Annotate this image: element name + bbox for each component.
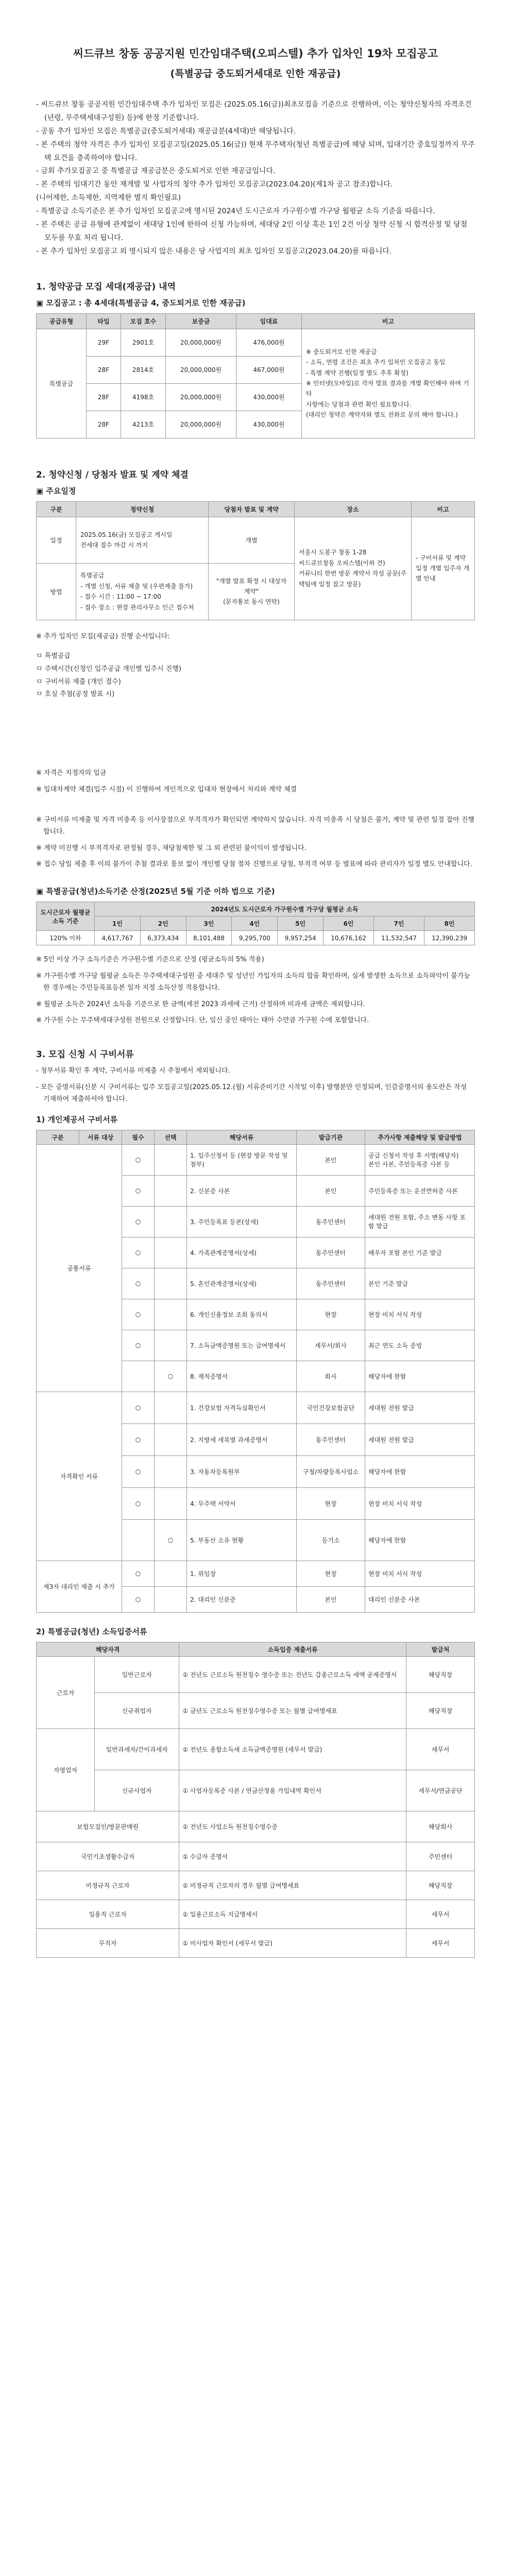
table-cell: 세무서/연금공단	[406, 1770, 475, 1811]
intro-line: (니어제한, 소득제한, 지역제한 별지 확인필요)	[36, 194, 181, 202]
table-header: 타입	[87, 313, 121, 329]
table-cell: 공급 신청서 작성 후 서명(해당자) 본인 사본, 주민등록증 사본 등	[365, 1144, 475, 1175]
table-cell: 8,101,488	[186, 931, 232, 945]
table-cell: 신규취업자	[95, 1692, 179, 1728]
table-header: 8인	[424, 917, 475, 931]
table-header: 발급기관	[297, 1130, 365, 1144]
table-cell: 회사	[297, 1361, 365, 1392]
table-header: 비고	[302, 313, 475, 329]
table-header: 5인	[278, 917, 323, 931]
table-cell: 개별	[209, 517, 295, 563]
table-cell: 2. 대리인 신분증	[187, 1586, 297, 1612]
table-cell: 해당직장	[406, 1656, 475, 1692]
table-cell: 배우자 포함 본인 기준 발급	[365, 1237, 475, 1268]
remark-line: ※ 중도퇴거로 인한 재공급	[306, 348, 377, 355]
table-cell: 120% 이하	[37, 931, 95, 945]
table-header: 서류 대상	[79, 1130, 122, 1144]
table-cell: 1. 위임장	[187, 1561, 297, 1586]
table-cell: 해당직장	[406, 1871, 475, 1900]
list-item: ㅁ 구비서류 제출 (개인 접수)	[36, 677, 121, 686]
table-row	[37, 1871, 475, 1900]
table-cell: 7. 소득금액증명원 또는 급여명세서	[187, 1330, 297, 1361]
table-cell: "개별 발표 확정 시 대상자 계약" (문자통보 동시 연락)	[209, 563, 295, 620]
intro-line: - 본 주택의 임대기간 동안 재개발 및 사업자의 청약 추가 입차인 모집공고(2023.04.20)(제1차 공고 참조)합니다.	[36, 180, 393, 189]
table-row	[37, 1144, 475, 1175]
table-cell: 일용직 근로자	[37, 1900, 179, 1928]
table-cell: 세무서	[406, 1900, 475, 1928]
table-cell: 28F	[87, 411, 121, 438]
table-header: 비고	[412, 501, 475, 517]
table-cell	[155, 1455, 187, 1487]
table-cell: 현장 비치 서식 작성	[365, 1487, 475, 1519]
intro-line: - 금회 추가모집공고 중 특별공급 재공급분은 중도퇴거로 인한 재공급입니다.	[36, 167, 276, 176]
table-cell: ○	[122, 1299, 155, 1330]
page-title: 씨드큐브 창동 공공지원 민간임대주택(오피스텔) 추가 입차인 19차 모집공고	[73, 47, 438, 60]
table-cell: 467,000원	[236, 356, 302, 383]
section-subtitle-2: ▣ 주요일정	[36, 486, 76, 496]
table-header-row	[37, 1130, 475, 1144]
table-cell: 해당회사	[406, 1811, 475, 1842]
schedule-table	[36, 501, 475, 620]
table-cell	[155, 1561, 187, 1586]
table-cell: 방법	[37, 563, 76, 620]
table-cell: ① 수급자 증명서	[179, 1842, 406, 1871]
table-cell: ○	[122, 1586, 155, 1612]
table-cell: 5. 혼인관계증명서(상세)	[187, 1268, 297, 1299]
table-cell: 구청/차량등록사업소	[297, 1455, 365, 1487]
table-cell: ① 전년도 근로소득 원천징수 영수증 또는 전년도 갑종근로소득 세액 공제증명서	[179, 1656, 406, 1692]
table-cell: 20,000,000원	[166, 383, 236, 411]
supply-type-cell: 특별공급	[37, 329, 87, 438]
note-line: ※ 계약 미진행 시 부적격자로 판정될 경우, 재당첨제한 및 그 외 관련된 불이익이 발생됩니다.	[36, 844, 306, 852]
table-cell: 동주민센터	[297, 1423, 365, 1455]
table-cell: 국민건강보험공단	[297, 1392, 365, 1423]
table-cell: 4. 무주택 서약서	[187, 1487, 297, 1519]
table-header: 2024년도 도시근로자 가구원수별 가구당 월평균 소득	[95, 902, 475, 917]
table-cell: 최근 연도 소득 증빙	[365, 1330, 475, 1361]
group-label: 자격확인 서류	[37, 1392, 122, 1561]
remark-line: 사항에는 당첨과 관련 확인 필요합니다.	[306, 400, 412, 408]
table-cell: 해당자에 한함	[365, 1519, 475, 1561]
section-title-1: 1. 청약공급 모집 세대(재공급) 내역	[36, 281, 176, 292]
note-line: ※ 자격은 지정자의 입금	[36, 769, 107, 777]
table-cell: 3. 자동차등록원부	[187, 1455, 297, 1487]
table-row	[37, 1728, 475, 1770]
table-cell: 3. 주민등록표 등본(상세)	[187, 1206, 297, 1237]
table-cell: 주민센터	[406, 1842, 475, 1871]
table-header: 1인	[95, 917, 141, 931]
table-cell: 6. 개인신용정보 조회 동의서	[187, 1299, 297, 1330]
table-cell: 본인 기준 발급	[365, 1268, 475, 1299]
table-cell	[155, 1392, 187, 1423]
table-cell: 국민기초생활수급자	[37, 1842, 179, 1871]
income-docs-table	[36, 1642, 475, 1958]
table-cell: ○	[122, 1330, 155, 1361]
table-cell: 현장 비치 서식 작성	[365, 1561, 475, 1586]
table-cell: 9,957,254	[278, 931, 323, 945]
table-cell: ① 사업자등록증 사본 / 연금산정용 가입내역 확인서	[179, 1770, 406, 1811]
table-cell: 동주민센터	[297, 1268, 365, 1299]
table-cell: 해당자에 한함	[365, 1455, 475, 1487]
table-cell: 430,000원	[236, 411, 302, 438]
table-header: 구분	[37, 1130, 79, 1144]
group-label: 근로자	[37, 1656, 95, 1728]
table-cell	[155, 1487, 187, 1519]
procedure-list	[36, 631, 475, 701]
table-cell	[155, 1423, 187, 1455]
table-cell: 8. 재직증명서	[187, 1361, 297, 1392]
table-cell: 28F	[87, 356, 121, 383]
table-cell: ○	[122, 1237, 155, 1268]
table-cell: ○	[155, 1519, 187, 1561]
table-cell	[155, 1206, 187, 1237]
table-cell: ○	[122, 1392, 155, 1423]
table-cell: 11,532,547	[374, 931, 424, 945]
remark-line: - 소득, 연령 조건은 최초 추가 입차인 모집공고 동일	[306, 359, 446, 366]
documents-table	[36, 1130, 475, 1613]
table-cell: 5. 부동산 소유 현황	[187, 1519, 297, 1561]
table-cell: ○	[122, 1487, 155, 1519]
intro-section	[36, 98, 475, 259]
table-cell	[122, 1519, 155, 1561]
table-header: 7인	[374, 917, 424, 931]
table-row	[37, 517, 475, 563]
table-cell: 430,000원	[236, 383, 302, 411]
income-title: ▣ 특별공급(청년)소득기준 산정(2025년 5월 기준 이하 법으로 기준)	[36, 887, 275, 896]
table-cell: 본인	[297, 1175, 365, 1206]
table-cell: 4198호	[121, 383, 166, 411]
table-cell: 20,000,000원	[166, 411, 236, 438]
table-cell: 세무서	[406, 1928, 475, 1957]
note-line: ※ 입대차계약 체결(입주 시점) 이 진행하여 개인적으로 입대차 현장에서 처리와 계약 체결	[36, 785, 297, 793]
table-cell	[155, 1330, 187, 1361]
table-cell: ○	[122, 1175, 155, 1206]
table-cell: ① 비사업자 확인서 (세무서 발급)	[179, 1928, 406, 1957]
table-cell	[155, 1175, 187, 1206]
table-row	[37, 1770, 475, 1811]
table-header: 해당자격	[37, 1642, 179, 1656]
table-cell: 본인	[297, 1586, 365, 1612]
supply-table	[36, 313, 475, 438]
list-item: ㅁ 특별공급	[36, 652, 71, 660]
table-header: 해당서류	[187, 1130, 297, 1144]
table-cell: ① 전년도 종합소득세 소득금액증명원 (세무서 발급)	[179, 1728, 406, 1770]
table-header: 청약신청	[76, 501, 209, 517]
table-cell: 세대원 전원 발급	[365, 1392, 475, 1423]
table-cell: 서울시 도봉구 창동 1-28 씨드큐브창동 오피스텔(이하 견) 커뮤니티 한번 방문 계약서 작성 공문(주택팀에 일정 잡고 방문)	[295, 517, 412, 620]
note-line: ※ 가구원수별 가구당 월평균 소득은 무주택세대구성원 중 세대주 및 성년인 가입자의 소득의 합을 확인하며, 실제 발생한 소득으로 소득파악이 불가능한 경우에는 주민등록표등본 일자 지정 소득산정 적용합니다.	[36, 972, 470, 992]
table-header: 발급처	[406, 1642, 475, 1656]
table-cell: 현장	[297, 1487, 365, 1519]
table-header: 보증금	[166, 313, 236, 329]
table-cell: 일반근로자	[95, 1656, 179, 1692]
table-cell: 1. 입주신청서 등 (현장 방문 작성 및 첨부)	[187, 1144, 297, 1175]
table-cell	[155, 1586, 187, 1612]
table-header: 6인	[323, 917, 374, 931]
table-cell: 29F	[87, 329, 121, 356]
table-cell: ○	[122, 1144, 155, 1175]
table-cell	[155, 1299, 187, 1330]
table-cell	[155, 1268, 187, 1299]
table-cell: 동주민센터	[297, 1206, 365, 1237]
table-cell: 2025.05.16(금) 모집공고 게시일 전세대 접수 마감 시 까지	[76, 517, 209, 563]
intro-line: - 씨드큐브 창동 공공지원 민간임대주택 추가 입차인 모집은 (2025.05.16(금))최초모집을 기준으로 진행하며, 이는 청약신청자의 자격조건(년령, 무주택세대구성원) 등)에 한정 기준합니다.	[36, 100, 472, 122]
table-header: 장소	[295, 501, 412, 517]
section-title-3: 3. 모집 신청 시 구비서류	[36, 1049, 134, 1060]
table-header-row	[37, 501, 475, 517]
table-cell: 12,390,239	[424, 931, 475, 945]
table-cell: 4. 가족관계증명서(상세)	[187, 1237, 297, 1268]
table-cell: 4213호	[121, 411, 166, 438]
table-cell: 2. 신분증 사본	[187, 1175, 297, 1206]
table-cell	[155, 1144, 187, 1175]
table-cell: ① 일용근로소득 지급명세서	[179, 1900, 406, 1928]
table-cell: 세대원 전원 포함, 주소 변동 사항 포함 발급	[365, 1206, 475, 1237]
table-row	[37, 1811, 475, 1842]
table-header-row	[37, 917, 475, 931]
table-cell: ① 금년도 근로소득 원천징수영수증 또는 월별 급여명세표	[179, 1692, 406, 1728]
table-cell: 20,000,000원	[166, 329, 236, 356]
table-header: 구분	[37, 501, 76, 517]
note-line: ※ 5인 이상 가구 소득기준은 가구원수별 기준으로 산정 (평균소득의 5% 적용)	[36, 956, 264, 964]
remark-line: - 특별 계약 진행(일정 별도 추후 확정)	[306, 369, 408, 377]
intro-line: - 본 주택은 공급 유형에 관계없이 세대당 1인에 한하여 신청 가능하며, 세대당 2인 이상 혹은 1인 2건 이상 청약 신청 시 합격산정 및 당첨 모두를 무효 처리 됩니다.	[36, 221, 468, 242]
note-line: ※ 월평균 소득은 2024년 소득을 기준으로 한 금액(세전 2023 과세에 근거) 산정하며 비과세 금액은 제외합니다.	[36, 1000, 365, 1008]
table-row	[37, 1392, 475, 1423]
table-header: 임대료	[236, 313, 302, 329]
section-title-2: 2. 청약신청 / 당첨자 발표 및 계약 체결	[36, 469, 189, 480]
table-cell: 세무서	[406, 1728, 475, 1770]
table-cell: 일반과세자/간이과세자	[95, 1728, 179, 1770]
table-cell: 세대원 전원 발급	[365, 1423, 475, 1455]
table-cell: 본인	[297, 1144, 365, 1175]
list-item: ㅁ 주택시간(신청인 입주공급 개인별 입주시 진행)	[36, 665, 181, 673]
table-cell: 등기소	[297, 1519, 365, 1561]
table-cell: 4,617,767	[95, 931, 141, 945]
table-cell: ○	[155, 1361, 187, 1392]
table-cell: 28F	[87, 383, 121, 411]
table-cell: 특별공급 - 개별 신청, 서류 제출 및 (우편제출 불가) - 접수 시간 : 11:00 ~ 17:00 - 접수 장소 : 현장 관리사무소 인근 접수처	[76, 563, 209, 620]
group-label: 자영업자	[37, 1728, 95, 1811]
table-cell: ○	[122, 1423, 155, 1455]
table-header: 모집 호수	[121, 313, 166, 329]
note-line: ※ 접수 당일 제출 후 이의 불가이 추첨 결과로 통보 없이 개인별 당첨 절차 진행으로 당첨, 부적격 여부 등 발표에 따라 관리자가 일정 별도 안내합니다.	[36, 860, 472, 869]
table-header: 소득입증 제출서류	[179, 1642, 406, 1656]
table-cell: 일정	[37, 517, 76, 563]
table-header: 도시근로자 월평균소득 기준	[37, 902, 95, 931]
intro-line: - 본 추가 입차인 모집공고 외 명시되지 않은 내용은 당 사업지의 최초 입차인 모집공고(2023.04.20)를 따릅니다.	[36, 247, 392, 256]
remark-line: ※ 인터넷(모바일)로 각자 발표 결과를 개별 확인해야 하며 기타	[306, 379, 469, 398]
intro-line: - 공동 추가 입차인 모집은 특별공급(중도퇴거세대) 재공급분(4세대)만 해당됩니다.	[36, 127, 296, 135]
table-row	[37, 1561, 475, 1586]
table-cell: ① 전년도 사업소득 원천징수영수증	[179, 1811, 406, 1842]
table-row	[37, 1928, 475, 1957]
table-cell: 6,373,434	[140, 931, 186, 945]
table-cell: 9,295,700	[232, 931, 278, 945]
table-cell: 세무서/회사	[297, 1330, 365, 1361]
table-row	[37, 1900, 475, 1928]
note-line: ※ 가구원 수는 무주택세대구성원 전원으로 산정합니다. 단, 임신 중인 태아는 태아 수만큼 가구원 수에 포함합니다.	[36, 1016, 369, 1025]
intro-line: - 본 주택의 청약 자격은 추가 입차인 모집공고일(2025.05.16(금)) 현재 무주택자(청년 특별공급)에 해당 되며, 입대기간 중호일정까지 무주택 요건을 충족하여야 합니다.	[36, 140, 475, 162]
table-cell: 현장 비치 서식 작성	[365, 1299, 475, 1330]
table-row	[37, 1692, 475, 1728]
table-cell: - 구비서류 및 계약 일정 개별 입주자 개별 안내	[412, 517, 475, 620]
table-cell: 신규사업자	[95, 1770, 179, 1811]
table-cell: 2. 지방세 세목별 과세증명서	[187, 1423, 297, 1455]
page-subtitle: (특별공급 중도퇴거세대로 인한 재공급)	[170, 68, 341, 79]
table-cell: ○	[122, 1206, 155, 1237]
note-line: ※ 구비서류 미제출 및 자격 미충족 등 이사장점으로 부적격자가 확인되면 계약하지 않습니다. 자격 미충족 시 당첨은 불가, 계약 및 관련 일정 잡아 진행합니다.	[36, 816, 474, 836]
table-cell: 비정규직 근로자	[37, 1871, 179, 1900]
table-cell: 대리인 신분증 사본	[365, 1586, 475, 1612]
table-row	[37, 1842, 475, 1871]
income-table	[36, 902, 475, 945]
group-label: 공통서류	[37, 1144, 122, 1392]
table-cell: 1. 건강보험 자격득실확인서	[187, 1392, 297, 1423]
table-header: 공급유형	[37, 313, 87, 329]
income-docs-subtitle: 2) 특별공급(청년) 소득입증서류	[36, 1626, 147, 1636]
docs-subtitle: 1) 개인제공서 구비서류	[36, 1114, 118, 1124]
remarks-cell	[302, 329, 475, 438]
table-cell: ○	[122, 1561, 155, 1586]
table-header-row	[37, 1642, 475, 1656]
table-header: 4인	[232, 917, 278, 931]
section-subtitle-1: ▣ 모집공고 : 총 4세대(특별공급 4, 중도퇴거로 인한 재공급)	[36, 298, 246, 308]
table-cell: 476,000원	[236, 329, 302, 356]
table-cell: 20,000,000원	[166, 356, 236, 383]
table-cell: 현장	[297, 1561, 365, 1586]
table-cell: 해당직장	[406, 1692, 475, 1728]
table-cell: 주민등록증 또는 운전면허증 사본	[365, 1175, 475, 1206]
table-cell: 현장	[297, 1299, 365, 1330]
table-cell: 보험모집인/방문판매원	[37, 1811, 179, 1842]
table-cell: ① 비정규직 근로자의 경우 월별 급여명세표	[179, 1871, 406, 1900]
table-cell: 무직자	[37, 1928, 179, 1957]
table-header-row	[37, 313, 475, 329]
table-cell: 동주민센터	[297, 1237, 365, 1268]
table-cell: 2901호	[121, 329, 166, 356]
table-header: 추가사항 제출해당 및 발급방법	[365, 1130, 475, 1144]
table-cell: 10,676,162	[323, 931, 374, 945]
table-header: 선택	[155, 1130, 187, 1144]
table-header: 3인	[186, 917, 232, 931]
table-header: 2인	[140, 917, 186, 931]
table-header: 필수	[122, 1130, 155, 1144]
table-header: 당첨자 발표 및 계약	[209, 501, 295, 517]
desc-line: - 모든 증명서류(신분 시 구비서류는 입주 모집공고일(2025.05.12.(월) 서류준비기간 시작일 이후) 발행분만 인정되며, 인감증명서의 용도란은 작성 기재하여 제출하셔야 합니다.	[36, 1083, 467, 1104]
table-cell: ○	[122, 1268, 155, 1299]
table-cell	[155, 1237, 187, 1268]
group-label: 제3자 대리인 제출 시 추가	[37, 1561, 122, 1612]
table-cell: ○	[122, 1455, 155, 1487]
table-row	[37, 931, 475, 945]
table-cell: 2814호	[121, 356, 166, 383]
table-cell: 해당자에 한함	[365, 1361, 475, 1392]
table-cell	[122, 1361, 155, 1392]
table-header-row	[37, 902, 475, 917]
intro-line: - 특별공급 소득기준은 본 추가 입차인 모집공고에 명시된 2024년 도시근로자 가구원수별 가구당 월평균 소득 기준을 따릅니다.	[36, 207, 435, 216]
table-row	[37, 329, 475, 356]
table-row	[37, 1656, 475, 1692]
list-title: ※ 추가 입차인 모집(재공급) 진행 순서입니다:	[36, 632, 170, 640]
list-item: ㅁ 호실 추첨(공정 발표 시)	[36, 690, 115, 699]
remark-line: (대리인 청약은 계약자와 별도 전화로 문의 해야 합니다.)	[306, 411, 458, 419]
desc-line: - 청부서류 확인 후 계약, 구비서류 미제출 시 추첨에서 제외됩니다.	[36, 1067, 230, 1075]
